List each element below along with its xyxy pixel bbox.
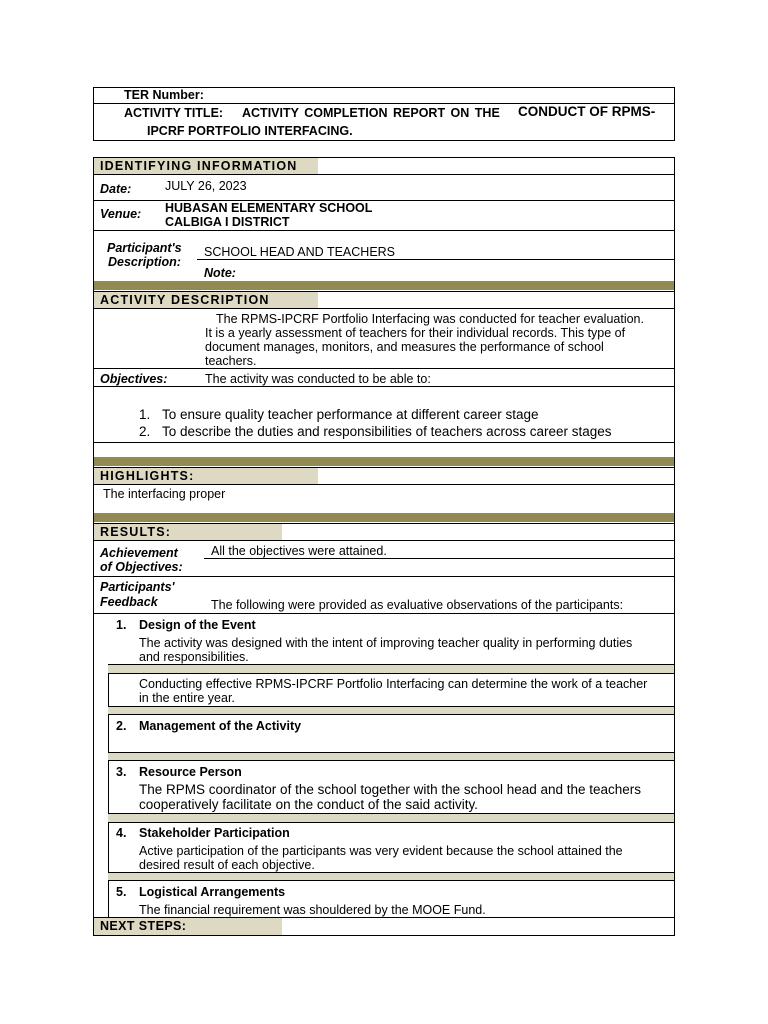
feedback-item-4-title: Stakeholder Participation	[139, 826, 290, 840]
objective-2-number: 2.	[139, 424, 151, 439]
achievement-label-2: of Objectives:	[100, 560, 183, 574]
row-separator	[108, 706, 674, 714]
feedback-item-4-line1: Active participation of the participants was very evident because the school attained the	[139, 844, 623, 858]
activity-title-line2: IPCRF PORTFOLIO INTERFACING.	[147, 124, 353, 138]
divider	[93, 230, 675, 231]
divider	[108, 880, 675, 881]
ter-number-label: TER Number:	[124, 88, 204, 102]
feedback-item-3-line1: The RPMS coordinator of the school together with the school head and the teachers	[139, 782, 642, 797]
activity-title-line1b: CONDUCT OF RPMS-	[518, 104, 656, 119]
date-value: JULY 26, 2023	[165, 179, 247, 193]
feedback-item-1-line2: and responsibilities.	[139, 650, 249, 664]
divider	[93, 442, 675, 443]
feedback-item-2-number: 2.	[116, 719, 127, 733]
activity-heading: ACTIVITY DESCRIPTION	[100, 293, 270, 307]
feedback-item-3-number: 3.	[116, 765, 127, 779]
objective-1-text: To ensure quality teacher performance at different career stage	[162, 407, 539, 422]
activity-description-line4: teachers.	[205, 354, 257, 368]
venue-line2: CALBIGA I DISTRICT	[165, 215, 290, 229]
divider	[108, 706, 675, 707]
divider	[108, 872, 675, 873]
activity-title-label: ACTIVITY TITLE:	[124, 106, 224, 120]
divider	[108, 752, 675, 753]
feedback-item-5-line1: The financial requirement was shouldered by the MOOE Fund.	[139, 903, 486, 917]
divider	[108, 760, 675, 761]
divider	[93, 368, 675, 369]
achievement-label-1: Achievement	[100, 546, 178, 560]
activity-description-line3: document manages, monitors, and measures the performance of school	[205, 340, 604, 354]
participants-label-1: Participant's	[107, 241, 182, 255]
activity-description-line1: The RPMS-IPCRF Portfolio Interfacing was conducted for teacher evaluation.	[216, 312, 644, 326]
section-separator	[94, 281, 674, 290]
objectives-intro: The activity was conducted to be able to:	[205, 372, 431, 386]
divider	[108, 813, 675, 814]
highlights-heading: HIGHLIGHTS:	[100, 469, 195, 483]
activity-description-line2: It is a yearly assessment of teachers for their individual records. This type of	[205, 326, 626, 340]
feedback-label-1: Participants'	[100, 580, 175, 594]
feedback-item-1-number: 1.	[116, 618, 127, 632]
next-steps-heading: NEXT STEPS:	[100, 919, 187, 933]
divider	[93, 613, 675, 614]
feedback-item-4-number: 4.	[116, 826, 127, 840]
divider	[93, 174, 675, 175]
objective-2-text: To describe the duties and responsibilities of teachers across career stages	[162, 424, 612, 439]
divider	[93, 540, 675, 541]
feedback-item-1-line3: Conducting effective RPMS-IPCRF Portfolio Interfacing can determine the work of a teacher	[139, 677, 648, 691]
activity-title-line1: ACTIVITY COMPLETION REPORT ON THE	[242, 106, 500, 120]
divider	[93, 308, 675, 309]
highlights-text: The interfacing proper	[103, 487, 226, 501]
row-separator	[108, 752, 674, 760]
achievement-value: All the objectives were attained.	[211, 544, 387, 558]
feedback-item-2-title: Management of the Activity	[139, 719, 302, 733]
section-separator	[94, 457, 674, 466]
divider	[93, 576, 675, 577]
objectives-label: Objectives:	[100, 372, 168, 386]
venue-line1: HUBASAN ELEMENTARY SCHOOL	[165, 201, 373, 215]
row-separator	[108, 664, 674, 673]
divider	[197, 259, 675, 260]
feedback-item-3-title: Resource Person	[139, 765, 242, 779]
divider	[204, 558, 675, 559]
divider	[108, 673, 675, 674]
row-separator	[108, 872, 674, 880]
divider	[93, 484, 675, 485]
results-heading: RESULTS:	[100, 525, 172, 539]
divider	[108, 822, 675, 823]
divider	[93, 386, 675, 387]
feedback-label-2: Feedback	[100, 595, 158, 609]
row-separator	[108, 813, 674, 822]
feedback-item-5-number: 5.	[116, 885, 127, 899]
venue-label: Venue:	[100, 207, 142, 221]
identifying-heading: IDENTIFYING INFORMATION	[100, 159, 298, 173]
feedback-item-1-line4: in the entire year.	[139, 691, 235, 705]
divider	[108, 714, 675, 715]
participants-label-2: Description:	[108, 255, 181, 269]
note-label: Note:	[204, 266, 236, 280]
participants-value: SCHOOL HEAD AND TEACHERS	[204, 245, 396, 259]
date-label: Date:	[100, 182, 132, 196]
feedback-item-3-line2: cooperatively facilitate on the conduct of the said activity.	[139, 797, 478, 812]
section-separator	[94, 513, 674, 522]
feedback-item-4-line2: desired result of each objective.	[139, 858, 315, 872]
objective-1-number: 1.	[139, 407, 151, 422]
feedback-item-5-title: Logistical Arrangements	[139, 885, 286, 899]
feedback-intro: The following were provided as evaluative observations of the participants:	[211, 598, 624, 612]
feedback-item-1-line1: The activity was designed with the intent of improving teacher quality in performing duties	[139, 636, 633, 650]
divider	[108, 664, 675, 665]
feedback-item-1-title: Design of the Event	[139, 618, 256, 632]
